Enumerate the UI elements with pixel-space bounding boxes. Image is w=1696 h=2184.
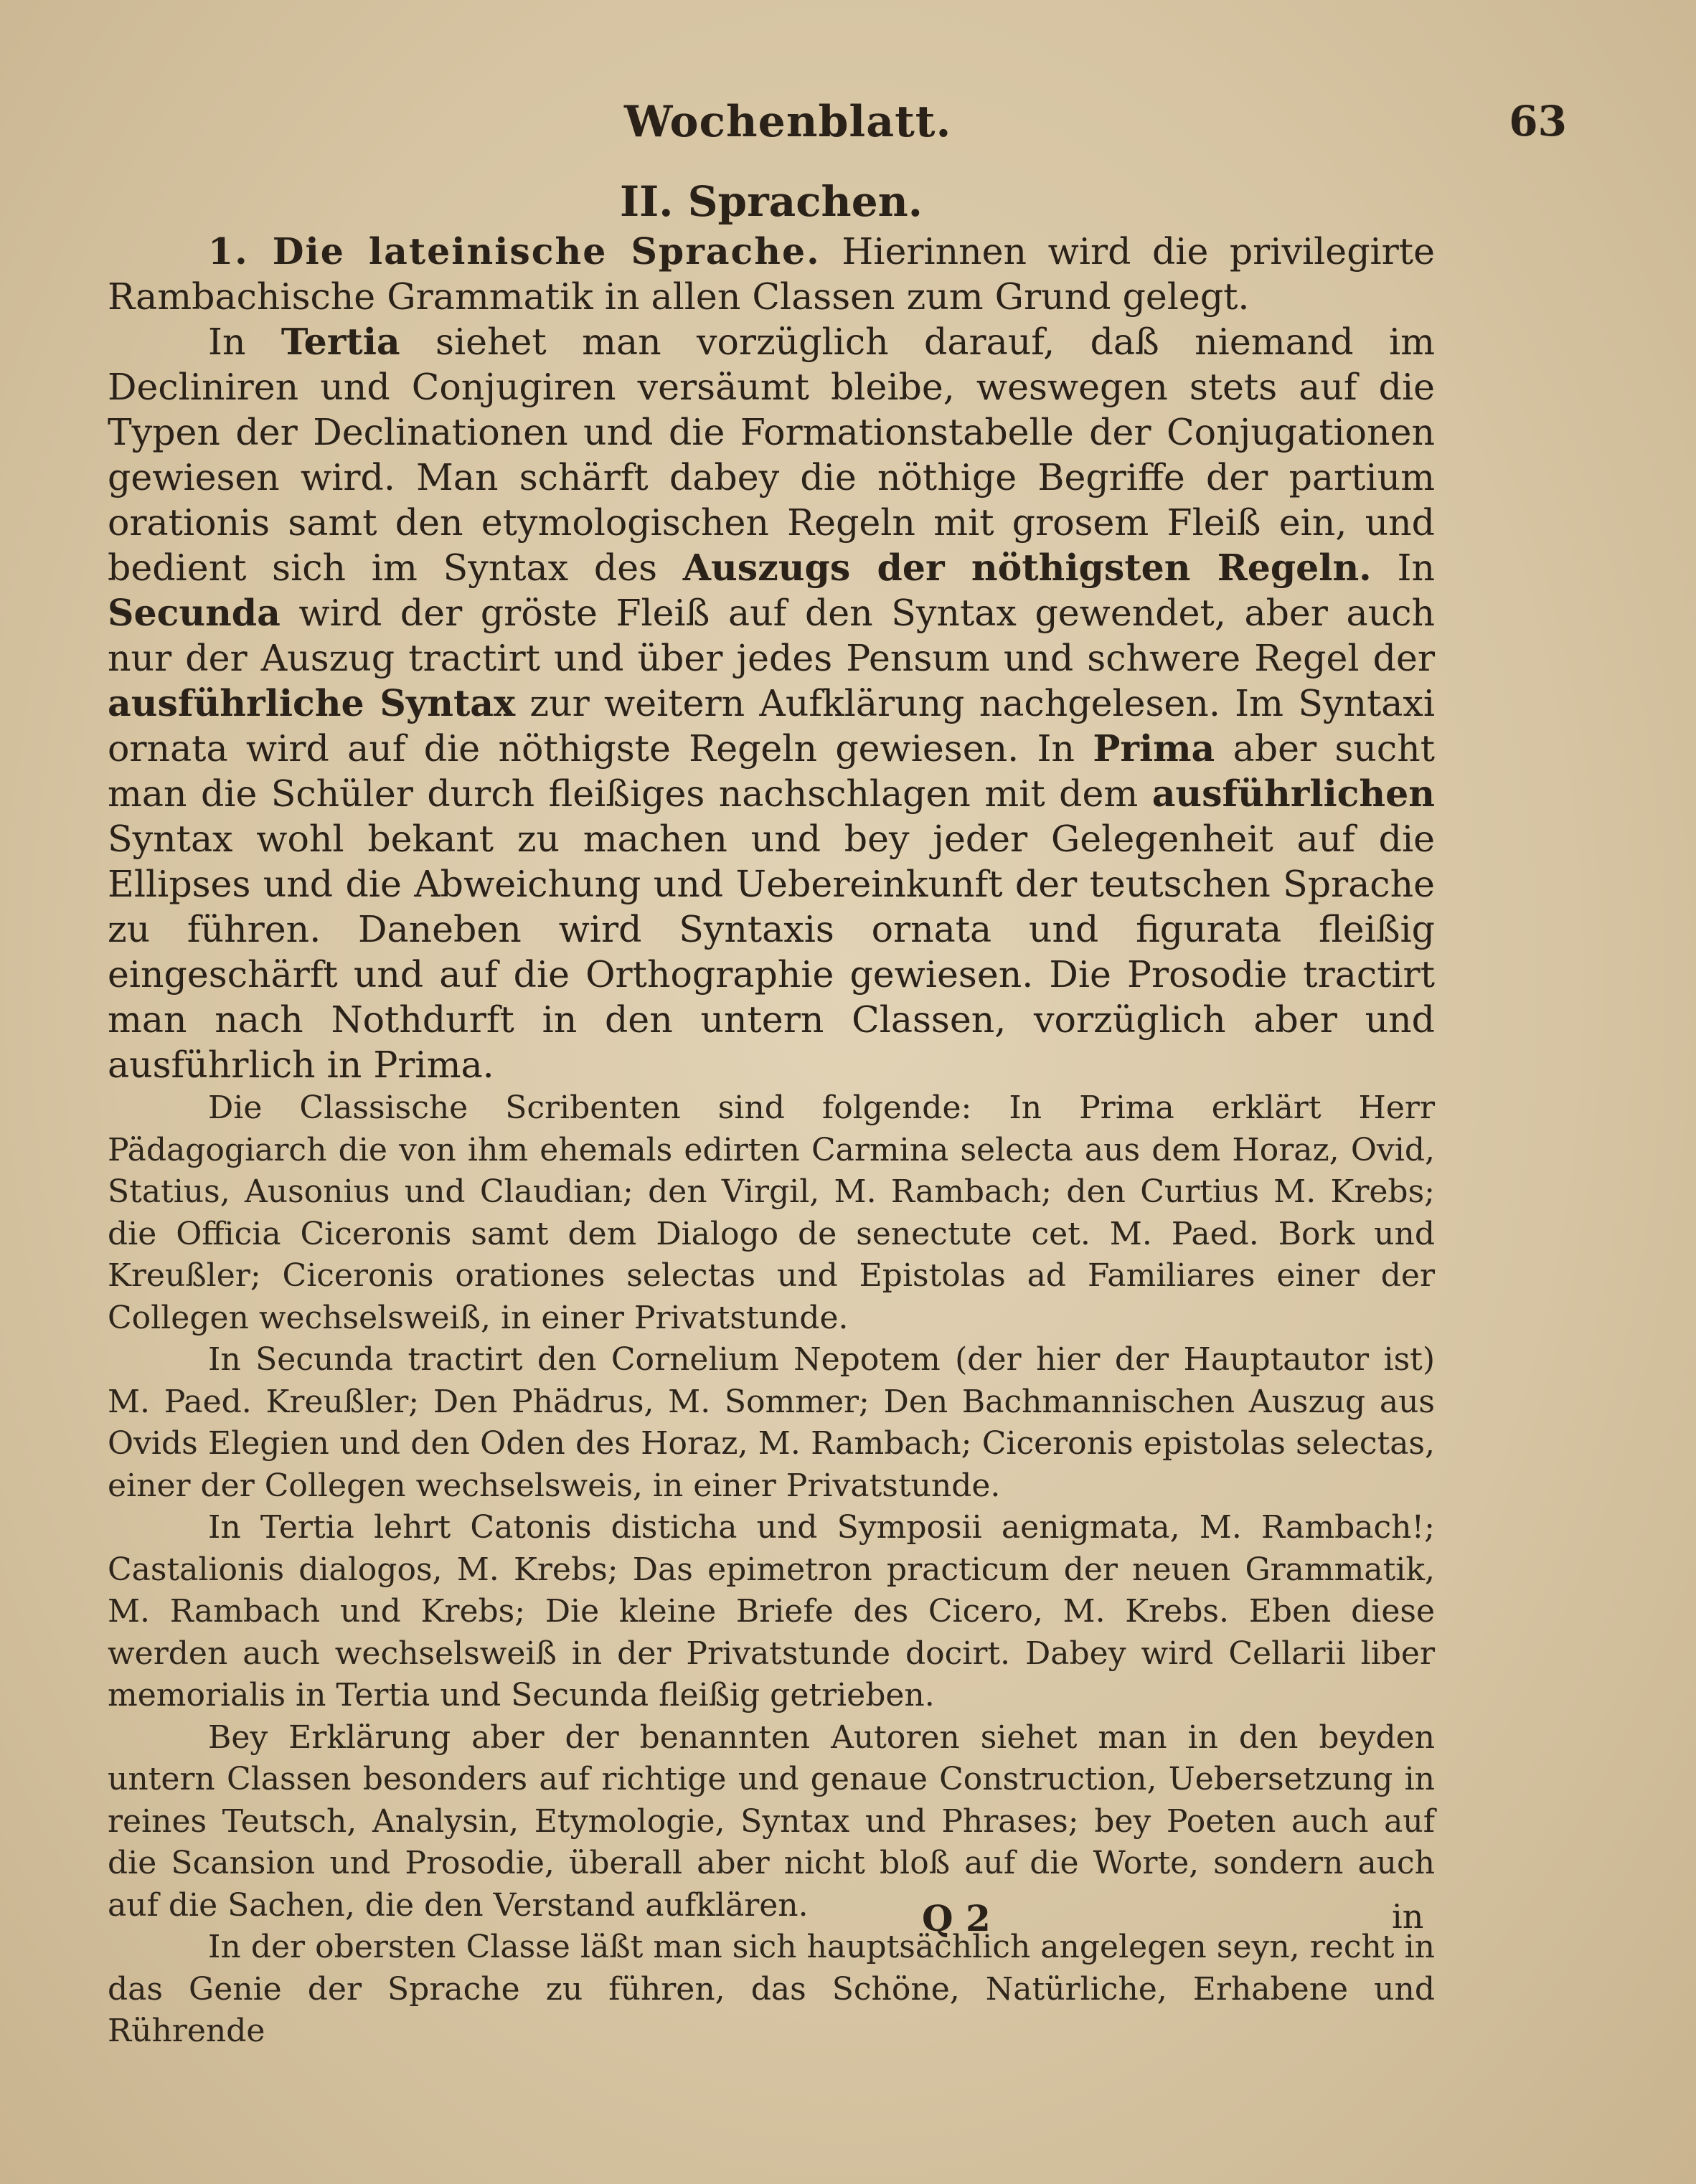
emphasis-secunda: Secunda — [108, 592, 281, 634]
running-title: Wochenblatt. — [624, 97, 952, 147]
paragraph-secunda-authors: In Secunda tractirt den Cornelium Nepotem (der hier der Hauptautor ist) M. Paed. Kreußler; Den Phädrus, M. Sommer; Den Bachmannischen Auszug aus Ovids Elegien und den Oden des Horaz, M. Rambach; Ciceronis epistolas selectas, einer der Collegen wechselsweis, in einer Privatstunde. — [108, 1341, 1435, 1504]
page-number: 63 — [1509, 97, 1567, 146]
emphasis-ausfuehrliche: ausführliche Syntax — [108, 682, 516, 724]
paragraph-text: Hierinnen wird die privilegirte Rambachische Grammatik in allen Classen zum Grund gelegt. — [108, 230, 1435, 318]
page-header — [108, 97, 1567, 161]
catchword: in — [1392, 1897, 1424, 1936]
text-run: In — [1371, 547, 1435, 589]
page-body — [108, 176, 1435, 2053]
emphasis-auszug: Auszugs der nöthigsten Regeln. — [682, 547, 1372, 589]
text-run: aber sucht man die Schüler durch fleißiges nachschlagen mit dem — [108, 727, 1435, 815]
paragraph-classes — [108, 319, 1435, 1087]
paragraph-method: Bey Erklärung aber der benannten Autoren siehet man in den beyden untern Classen besonders auf richtige und genaue Construction, Uebersetzung in reines Teutsch, Analysin, Etymologie, Syntax und Phrases; bey Poeten auch auf die Scansion und Prosodie, überall aber nicht bloß auf die Worte, sondern auch auf die Sachen, die den Verstand aufklären. — [108, 1719, 1435, 1924]
emphasis-tertia: Tertia — [281, 321, 400, 363]
text-run: wird der gröste Fleiß auf den Syntax gewendet, aber auch nur der Auszug tractirt und über jedes Pensum und schwere Regel der — [108, 592, 1435, 679]
paragraph-prima-authors: Die Classische Scribenten sind folgende: In Prima erklärt Herr Pädagogiarch die von ihm ehemals edirten Carmina selecta aus dem Horaz, Ovid, Statius, Ausonius und Claudian; den Virgil, M. Rambach; den Curtius M. Krebs; die Officia Ciceronis samt dem Dialogo de senectute cet. M. Paed. Bork und Kreußler; Ciceronis orationes selectas und Epistolas ad Familiares einer der Collegen wechselsweiß, in einer Privatstunde. — [108, 1089, 1435, 1336]
text-run: siehet man vorzüglich darauf, daß niemand im Decliniren und Conjugiren versäumt bleibe, weswegen stets auf die Typen der Declinationen und die Formationstabelle der Conjugationen gewiesen wird. Man schärft dabey die nöthige Begriffe der partium orationis samt den etymologischen Regeln mit grosem Fleiß ein, und bedient sich im Syntax des — [108, 321, 1435, 589]
paragraph-latin-intro — [108, 229, 1435, 319]
paragraph-upper-class: In der obersten Classe läßt man sich hauptsächlich angelegen seyn, recht in das Genie der Sprache zu führen, das Schöne, Natürliche, Erhabene und Rührende — [108, 1929, 1435, 2049]
signature-mark: Q 2 — [922, 1897, 991, 1939]
emphasis-prima: Prima — [1093, 727, 1215, 770]
text-run: Syntax wohl bekant zu machen und bey jeder Gelegenheit auf die Ellipses und die Abweichung und Uebereinkunft der teutschen Sprache zu führen. Daneben wird Syntaxis ornata und figurata fleißig eingeschärft und auf die Orthographie gewiesen. Die Prosodie tractirt man nach Nothdurft in den untern Classen, vorzüglich aber und ausführlich in Prima. — [108, 818, 1435, 1086]
text-run: In — [208, 321, 281, 363]
section-heading: II. Sprachen. — [620, 177, 923, 226]
emphasis-ausfuehrlichen: ausführlichen — [1151, 772, 1435, 815]
paragraph-tertia-authors: In Tertia lehrt Catonis disticha und Symposii aenigmata, M. Rambach!; Castalionis dialogos, M. Krebs; Das epimetron practicum der neuen Grammatik, M. Rambach und Krebs; Die kleine Briefe des Cicero, M. Krebs. Eben diese werden auch wechselsweiß in der Privatstunde docirt. Dabey wird Cellarii liber memorialis in Tertia und Secunda fleißig getrieben. — [108, 1509, 1435, 1713]
subsection-heading: 1. Die lateinische Sprache. — [208, 230, 821, 273]
text-run: zur weitern Aufklärung nachgelesen. Im Syntaxi ornata wird auf die nöthigste Regeln gewiesen. In — [108, 682, 1436, 770]
